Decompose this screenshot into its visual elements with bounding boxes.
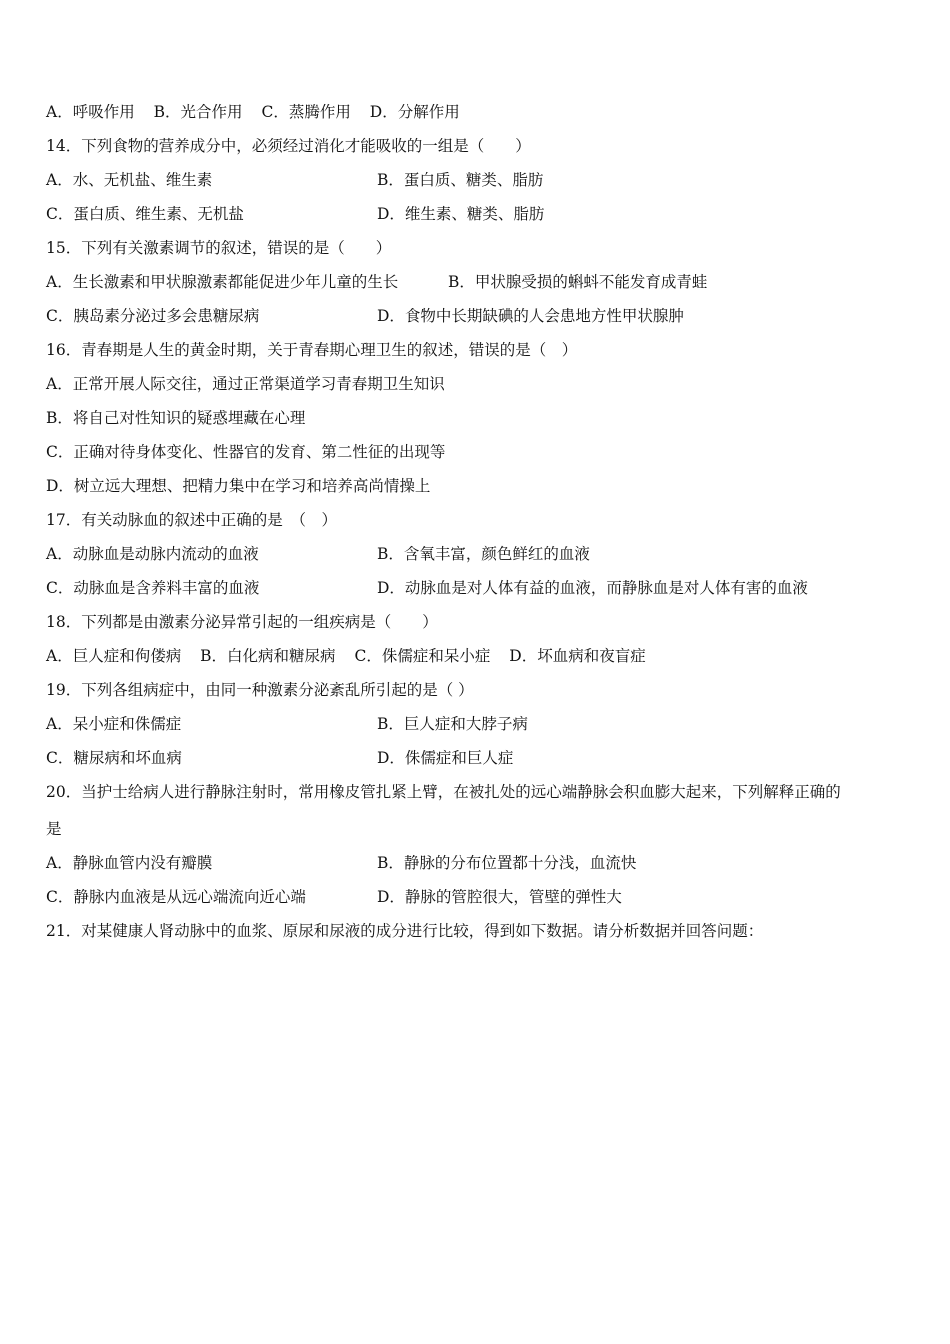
q14-option-d: D．维生素、糖类、脂肪	[377, 205, 545, 223]
q18-stem: 18．下列都是由激素分泌异常引起的一组疾病是（ ）	[46, 613, 438, 631]
q20-option-d: D．静脉的管腔很大，管壁的弹性大	[377, 888, 622, 906]
q17-option-d: D．动脉血是对人体有益的血液，而静脉血是对人体有害的血液	[377, 579, 808, 597]
q17-option-b: B．含氧丰富，颜色鲜红的血液	[377, 545, 590, 563]
q14-stem: 14．下列食物的营养成分中，必须经过消化才能吸收的一组是（ ）	[46, 137, 531, 155]
q18-option-d: D．坏血病和夜盲症	[509, 647, 646, 665]
q20-stem-line1: 20．当护士给病人进行静脉注射时，常用橡皮管扎紧上臂，在被扎处的远心端静脉会积血膨大起来，下列解释正确的	[46, 783, 841, 801]
q13-option-b: B．光合作用	[153, 103, 243, 121]
q19-stem: 19．下列各组病症中，由同一种激素分泌紊乱所引起的是（ ）	[46, 681, 474, 699]
q16-option-c: C．正确对待身体变化、性器官的发育、第二性征的出现等	[46, 443, 446, 461]
q19-option-d: D．侏儒症和巨人症	[377, 749, 514, 767]
q13-option-c: C．蒸腾作用	[261, 103, 351, 121]
q16-option-d: D．树立远大理想、把精力集中在学习和培养高尚情操上	[46, 477, 431, 495]
q21-stem: 21．对某健康人肾动脉中的血浆、原尿和尿液的成分进行比较，得到如下数据。请分析数据并回答问题：	[46, 922, 764, 940]
q18-options	[46, 646, 660, 666]
q15-option-a: A．生长激素和甲状腺激素都能促进少年儿童的生长	[46, 273, 399, 291]
q20-option-c: C．静脉内血液是从远心端流向近心端	[46, 888, 306, 906]
q19-option-c: C．糖尿病和坏血病	[46, 749, 182, 767]
q15-option-c: C．胰岛素分泌过多会患糖尿病	[46, 307, 260, 325]
q15-stem: 15．下列有关激素调节的叙述，错误的是（ ）	[46, 239, 392, 257]
q14-option-b: B．蛋白质、糖类、脂肪	[377, 171, 544, 189]
q17-option-a: A．动脉血是动脉内流动的血液	[46, 545, 259, 563]
q14-option-c: C．蛋白质、维生素、无机盐	[46, 205, 244, 223]
q15-option-b: B．甲状腺受损的蝌蚪不能发育成青蛙	[448, 273, 708, 291]
q17-stem: 17．有关动脉血的叙述中正确的是 （ ）	[46, 511, 337, 529]
q20-option-b: B．静脉的分布位置都十分浅，血流快	[377, 854, 637, 872]
q16-option-a: A．正常开展人际交往，通过正常渠道学习青春期卫生知识	[46, 375, 445, 393]
q18-option-c: C．侏儒症和呆小症	[354, 647, 491, 665]
q18-option-a: A．巨人症和佝偻病	[46, 647, 182, 665]
q14-option-a: A．水、无机盐、维生素	[46, 171, 213, 189]
q16-stem: 16．青春期是人生的黄金时期，关于青春期心理卫生的叙述，错误的是（ ）	[46, 341, 578, 359]
q13-option-d: D．分解作用	[369, 103, 460, 121]
q19-option-b: B．巨人症和大脖子病	[377, 715, 528, 733]
q20-stem-line2: 是	[46, 820, 62, 838]
q13-options	[46, 102, 474, 122]
q19-option-a: A．呆小症和侏儒症	[46, 715, 182, 733]
q13-option-a: A．呼吸作用	[46, 103, 135, 121]
q16-option-b: B．将自己对性知识的疑惑埋藏在心理	[46, 409, 306, 427]
q20-option-a: A．静脉血管内没有瓣膜	[46, 854, 213, 872]
q15-option-d: D．食物中长期缺碘的人会患地方性甲状腺肿	[377, 307, 684, 325]
q17-option-c: C．动脉血是含养料丰富的血液	[46, 579, 260, 597]
q18-option-b: B．白化病和糖尿病	[200, 647, 336, 665]
